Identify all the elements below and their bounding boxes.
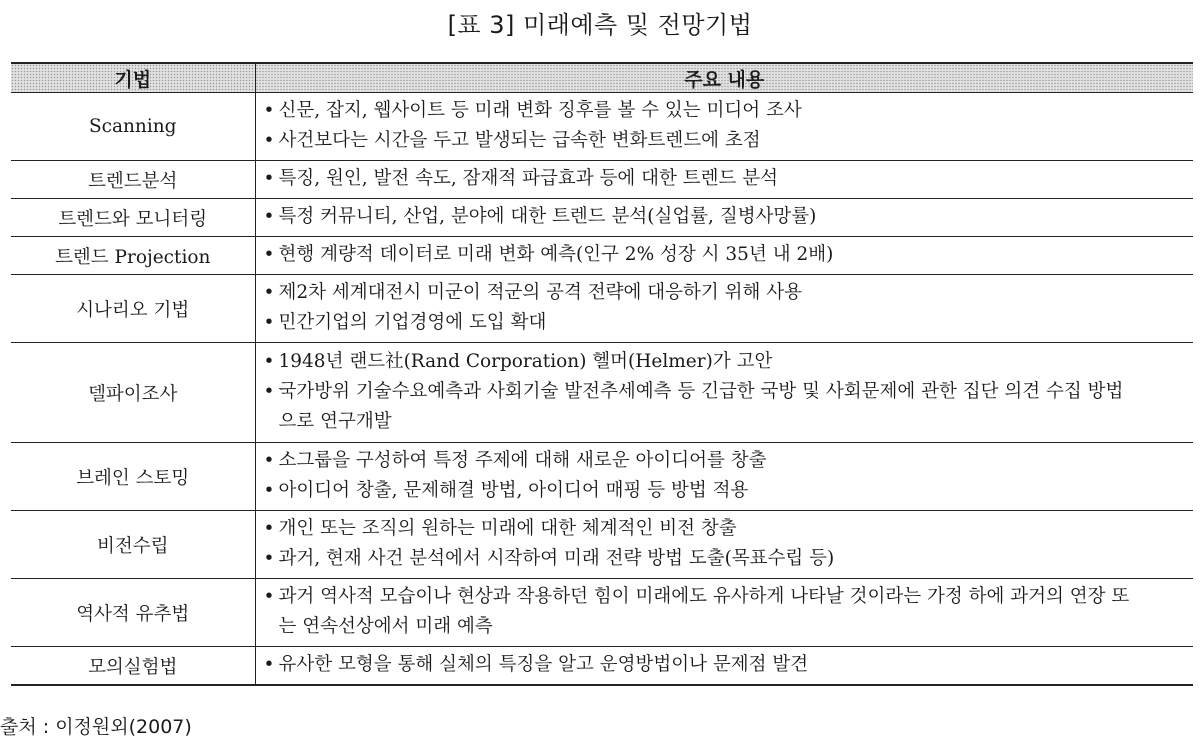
bullet-dot: •: [263, 244, 275, 265]
content-cell: [255, 343, 1193, 443]
technique-cell: 델파이조사: [11, 343, 255, 443]
bullet-dot: •: [263, 351, 275, 372]
bullet-dot: •: [263, 480, 275, 501]
table-row: [11, 579, 1193, 647]
content-bullet: [264, 308, 1194, 338]
bullet-dot: •: [263, 312, 275, 333]
bullet-dot: •: [263, 168, 275, 189]
technique-cell: 브레인 스토밍: [11, 443, 255, 511]
content-cell: [255, 443, 1193, 511]
bullet-text: 국가방위 기술수요예측과 사회기술 발전추세예측 등 긴급한 국방 및 사회문제에 관한 집단 의견 수집 방법으로 연구개발: [278, 381, 1124, 432]
table-header-row: [11, 63, 1193, 93]
bullet-text: 아이디어 창출, 문제해결 방법, 아이디어 매핑 등 방법 적용: [278, 480, 749, 501]
header-technique: 기법: [11, 63, 255, 93]
bullet-text: 현행 계량적 데이터로 미래 변화 예측(인구 2% 성장 시 35년 내 2배): [278, 244, 834, 265]
bullet-text: 소그룹을 구성하여 특정 주제에 대해 새로운 아이디어를 창출: [278, 450, 767, 471]
content-bullet: [264, 582, 1194, 642]
technique-cell: 시나리오 기법: [11, 275, 255, 343]
table-row: [11, 443, 1193, 511]
content-bullet: [264, 164, 1194, 194]
table-row: [11, 343, 1193, 443]
content-bullet: [264, 240, 1194, 270]
bullet-text: 민간기업의 기업경영에 도입 확대: [278, 312, 547, 333]
content-bullet: [264, 476, 1194, 506]
content-bullet: [264, 544, 1194, 574]
content-bullet: [264, 514, 1194, 544]
bullet-dot: •: [263, 518, 275, 539]
bullet-text: 특징, 원인, 발전 속도, 잠재적 파급효과 등에 대한 트렌드 분석: [278, 168, 778, 189]
bullet-text: 과거 역사적 모습이나 현상과 작용하던 힘이 미래에도 유사하게 나타날 것이라는 가정 하에 과거의 연장 또는 연속선상에서 미래 예측: [278, 586, 1130, 637]
content-cell: [255, 199, 1193, 237]
bullet-dot: •: [263, 548, 275, 569]
technique-cell: 트렌드 Projection: [11, 237, 255, 275]
bullet-dot: •: [263, 381, 275, 402]
content-bullet: [264, 126, 1194, 156]
technique-cell: 트렌드분석: [11, 161, 255, 199]
technique-cell: 비전수립: [11, 511, 255, 579]
content-cell: [255, 93, 1193, 161]
bullet-text: 사건보다는 시간을 두고 발생되는 급속한 변화트렌드에 초점: [278, 130, 761, 151]
forecasting-techniques-table: [11, 62, 1193, 686]
table-row: [11, 161, 1193, 199]
content-bullet: [264, 650, 1194, 680]
bullet-text: 특정 커뮤니티, 산업, 분야에 대한 트렌드 분석(실업률, 질병사망률): [278, 206, 817, 227]
content-cell: [255, 161, 1193, 199]
bullet-text: 유사한 모형을 통해 실체의 특징을 알고 운영방법이나 문제점 발견: [278, 654, 809, 675]
technique-cell: 모의실험법: [11, 647, 255, 686]
content-cell: [255, 275, 1193, 343]
content-cell: [255, 647, 1193, 686]
technique-cell: Scanning: [11, 93, 255, 161]
table-row: [11, 647, 1193, 686]
bullet-dot: •: [263, 586, 275, 607]
table-row: [11, 511, 1193, 579]
content-bullet: [264, 202, 1194, 232]
bullet-dot: •: [263, 450, 275, 471]
bullet-text: 과거, 현재 사건 분석에서 시작하여 미래 전략 방법 도출(목표수립 등): [278, 548, 835, 569]
content-bullet: [264, 377, 1194, 437]
content-bullet: [264, 278, 1194, 308]
table-row: [11, 199, 1193, 237]
header-main-content: 주요 내용: [255, 63, 1193, 93]
technique-cell: 역사적 유추법: [11, 579, 255, 647]
content-cell: [255, 511, 1193, 579]
table-row: [11, 275, 1193, 343]
content-bullet: [264, 96, 1194, 126]
bullet-dot: •: [263, 654, 275, 675]
content-cell: [255, 579, 1193, 647]
bullet-dot: •: [263, 100, 275, 121]
table-caption: [표 3] 미래예측 및 전망기법: [447, 11, 753, 39]
bullet-dot: •: [263, 130, 275, 151]
bullet-text: 신문, 잡지, 웹사이트 등 미래 변화 징후를 볼 수 있는 미디어 조사: [278, 100, 802, 121]
bullet-dot: •: [263, 282, 275, 303]
bullet-text: 개인 또는 조직의 원하는 미래에 대한 체계적인 비전 창출: [278, 518, 737, 539]
bullet-text: 제2차 세계대전시 미군이 적군의 공격 전략에 대응하기 위해 사용: [278, 282, 802, 303]
table-row: [11, 93, 1193, 161]
bullet-dot: •: [263, 206, 275, 227]
content-bullet: [264, 347, 1194, 377]
technique-cell: 트렌드와 모니터링: [11, 199, 255, 237]
content-bullet: [264, 446, 1194, 476]
bullet-text: 1948년 랜드社(Rand Corporation) 헬머(Helmer)가 고안: [278, 351, 773, 372]
table-row: [11, 237, 1193, 275]
content-cell: [255, 237, 1193, 275]
source-citation: 출처 : 이정원외(2007): [0, 716, 192, 738]
